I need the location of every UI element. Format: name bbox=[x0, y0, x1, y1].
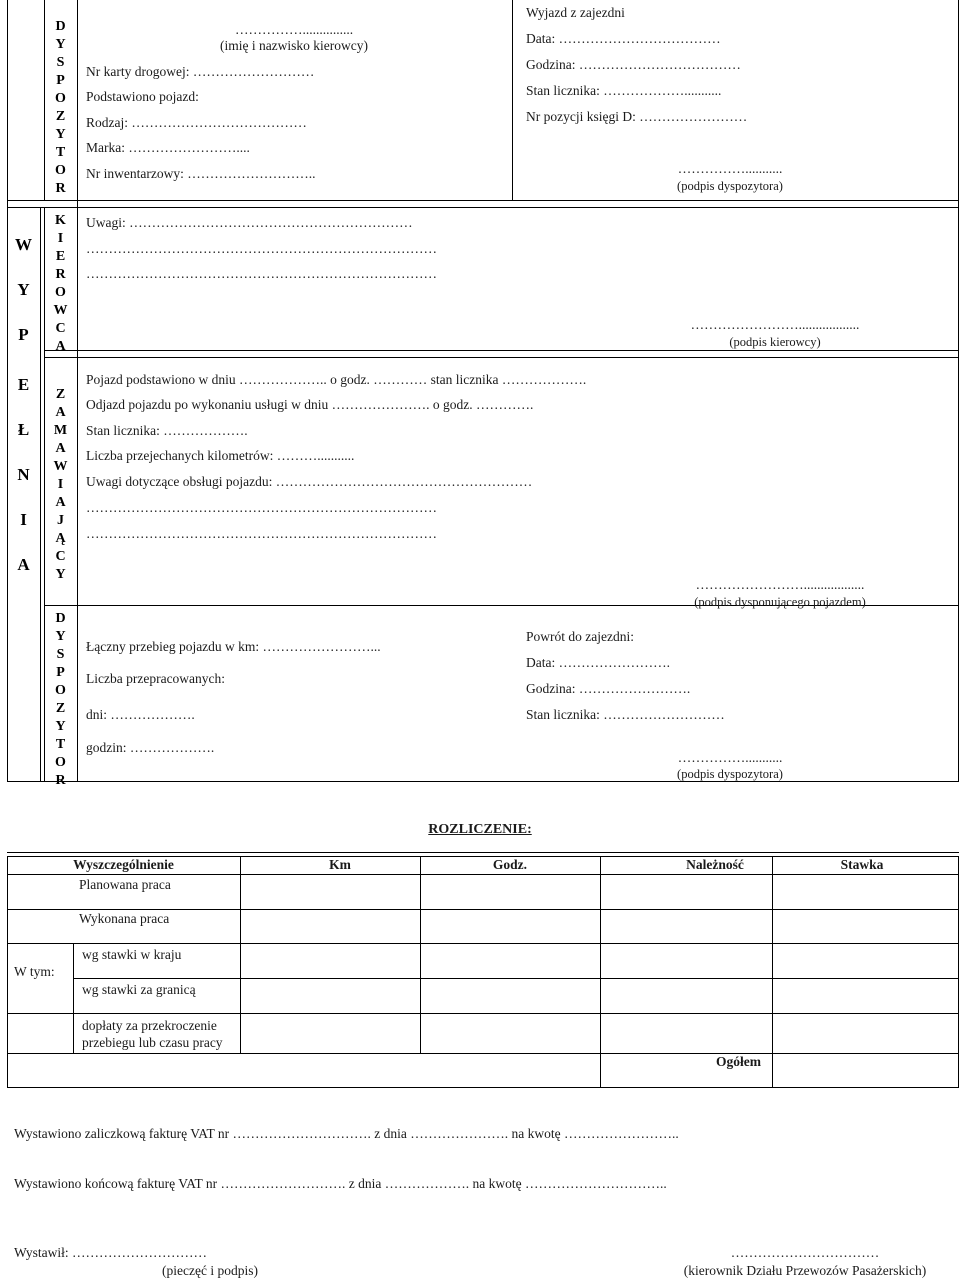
divider bbox=[44, 350, 959, 351]
vertical-label-letter: W bbox=[15, 235, 32, 254]
divider bbox=[73, 943, 74, 1053]
return-sign-dots: ……………........... bbox=[677, 750, 783, 765]
road-card-field: Nr karty drogowej: ……………………… bbox=[86, 64, 315, 79]
vertical-label-letter: Y bbox=[17, 280, 30, 299]
vertical-label-letter: W bbox=[53, 303, 68, 318]
vertical-label-letter: S bbox=[56, 55, 65, 70]
zamawiajacy-label bbox=[44, 386, 77, 584]
orderer-sign-dots: …………………….................. bbox=[695, 577, 865, 592]
divider bbox=[73, 978, 959, 979]
vehicle-departed-field: Odjazd pojazdu po wykonaniu usługi w dniu …………………. o godz. …………. bbox=[86, 397, 534, 412]
divider bbox=[7, 1013, 959, 1014]
col-header-rate: Stawka bbox=[840, 857, 884, 872]
divider bbox=[40, 208, 41, 782]
dyspozytor-label-bottom bbox=[44, 610, 77, 790]
vertical-label-letter: R bbox=[55, 267, 66, 282]
col-header-amount: Należność bbox=[686, 857, 744, 872]
inventory-number-field: Nr inwentarzowy: ……………………….. bbox=[86, 166, 316, 181]
vertical-label-letter: Z bbox=[55, 109, 66, 124]
vertical-label-letter: K bbox=[55, 213, 66, 228]
issuer-stamp-label: (pieczęć i podpis) bbox=[162, 1263, 258, 1278]
vertical-label-letter: A bbox=[55, 339, 66, 354]
total-km-field: Łączny przebieg pojazdu w km: ……………………... bbox=[86, 639, 381, 654]
vertical-label-letter: P bbox=[56, 73, 65, 88]
driver-remarks-line: …………………………………………………………………… bbox=[86, 241, 437, 256]
divider bbox=[7, 207, 959, 208]
divider bbox=[7, 943, 959, 944]
driver-name-label: (imię i nazwisko kierowcy) bbox=[219, 38, 369, 53]
vertical-label-letter: I bbox=[57, 477, 64, 492]
row-of-which: W tym: bbox=[14, 964, 55, 979]
service-remarks-field: Uwagi dotyczące obsługi pojazdu: ………………………………………………… bbox=[86, 474, 533, 489]
vertical-label-letter: P bbox=[18, 325, 29, 344]
driver-remarks-line: …………………………………………………………………… bbox=[86, 266, 437, 281]
vertical-label-letter: I bbox=[57, 231, 64, 246]
vehicle-header: Podstawiono pojazd: bbox=[86, 89, 199, 104]
wyp-label bbox=[7, 222, 40, 357]
vertical-label-letter: Y bbox=[55, 37, 66, 52]
vertical-label-letter: Z bbox=[55, 701, 66, 716]
vertical-label-letter: E bbox=[55, 249, 66, 264]
divider bbox=[44, 357, 959, 358]
depart-header: Wyjazd z zajezdni bbox=[526, 5, 625, 20]
depart-date-field: Data: ……………………………… bbox=[526, 31, 721, 46]
hours-field: godzin: ………………. bbox=[86, 740, 215, 755]
service-remarks-line: …………………………………………………………………… bbox=[86, 500, 437, 515]
return-date-field: Data: ……………………. bbox=[526, 655, 670, 670]
vertical-label-letter: E bbox=[17, 375, 30, 394]
service-remarks-line: …………………………………………………………………… bbox=[86, 526, 437, 541]
worked-label: Liczba przepracowanych: bbox=[86, 671, 226, 686]
col-header-description: Wyszczególnienie bbox=[73, 857, 174, 872]
vertical-label-letter: W bbox=[53, 459, 68, 474]
vertical-label-letter: D bbox=[55, 611, 66, 626]
vertical-label-letter: J bbox=[57, 513, 64, 528]
dispatcher-sign-dots: ……………........... bbox=[677, 161, 783, 176]
vertical-label-letter: O bbox=[55, 285, 66, 300]
return-header: Powrót do zajezdni: bbox=[526, 629, 634, 644]
vehicle-type-field: Rodzaj: ………………………………… bbox=[86, 115, 307, 130]
manager-sign-dots: …………………………… bbox=[730, 1245, 880, 1260]
divider bbox=[77, 0, 78, 782]
dispatcher-sign-label: (podpis dyspozytora) bbox=[677, 179, 783, 193]
divider bbox=[512, 0, 513, 200]
vertical-label-letter: D bbox=[55, 19, 66, 34]
vertical-label-letter: Z bbox=[55, 387, 66, 402]
enia-label bbox=[7, 362, 40, 587]
vertical-label-letter: Y bbox=[55, 127, 66, 142]
row-domestic-rate: wg stawki w kraju bbox=[82, 947, 182, 962]
vertical-label-letter: R bbox=[55, 181, 66, 196]
vertical-label-letter: Ą bbox=[55, 531, 66, 546]
final-invoice-field: Wystawiono końcową fakturę VAT nr ………………………. z dnia ………………. na kwotę ………………………….. bbox=[14, 1176, 667, 1191]
row-extra-charges: dopłaty za przekroczenie przebiegu lub czasu pracy bbox=[82, 1018, 223, 1050]
col-header-km: Km bbox=[329, 857, 351, 872]
divider bbox=[600, 856, 601, 1088]
vertical-label-letter: O bbox=[55, 163, 66, 178]
vertical-label-letter: R bbox=[55, 773, 66, 788]
vehicle-provided-field: Pojazd podstawiono w dniu ……………….. o godz. ………… stan licznika ………………. bbox=[86, 372, 587, 387]
kierowca-label bbox=[44, 212, 77, 356]
orderer-sign-label: (podpis dysponującego pojazdem) bbox=[694, 595, 866, 609]
ledger-position-field: Nr pozycji księgi D: …………………… bbox=[526, 109, 748, 124]
vertical-label-letter: S bbox=[56, 647, 65, 662]
driver-sign-label: (podpis kierowcy) bbox=[729, 335, 821, 349]
row-done-work: Wykonana praca bbox=[79, 911, 170, 926]
depart-hour-field: Godzina: ……………………………… bbox=[526, 57, 741, 72]
vertical-label-letter: T bbox=[55, 737, 66, 752]
divider bbox=[7, 852, 959, 853]
row-abroad-rate: wg stawki za granicą bbox=[82, 982, 196, 997]
divider bbox=[772, 856, 773, 1088]
km-driven-field: Liczba przejechanych kilometrów: ………........... bbox=[86, 448, 355, 463]
return-sign-label: (podpis dyspozytora) bbox=[677, 767, 783, 781]
vertical-label-letter: Y bbox=[55, 629, 66, 644]
vertical-label-letter: C bbox=[55, 321, 66, 336]
driver-remarks-field: Uwagi: ……………………………………………………… bbox=[86, 215, 413, 230]
vertical-label-letter: Ł bbox=[17, 420, 30, 439]
vertical-label-letter: A bbox=[17, 555, 30, 574]
vertical-label-letter: O bbox=[55, 683, 66, 698]
dyspozytor-label-top bbox=[44, 18, 77, 198]
driver-sign-dots: …………………….................. bbox=[690, 317, 860, 332]
vertical-label-letter: I bbox=[20, 510, 27, 529]
divider bbox=[7, 909, 959, 910]
vertical-label-letter: P bbox=[56, 665, 65, 680]
vertical-label-letter: M bbox=[53, 423, 68, 438]
vertical-label-letter: C bbox=[55, 549, 66, 564]
vertical-label-letter: Y bbox=[55, 567, 66, 582]
vehicle-brand-field: Marka: …………………….... bbox=[86, 140, 250, 155]
divider bbox=[7, 874, 959, 875]
return-hour-field: Godzina: ……………………. bbox=[526, 681, 691, 696]
meter-field: Stan licznika: ………………. bbox=[86, 423, 248, 438]
vertical-label-letter: A bbox=[55, 405, 66, 420]
divider bbox=[420, 856, 421, 1054]
return-meter-field: Stan licznika: ……………………… bbox=[526, 707, 725, 722]
depart-meter-field: Stan licznika: ………………........... bbox=[526, 83, 722, 98]
vertical-label-letter: O bbox=[55, 755, 66, 770]
vertical-label-letter: A bbox=[55, 495, 66, 510]
manager-sign-label: (kierownik Działu Przewozów Pasażerskich) bbox=[683, 1263, 927, 1278]
row-total: Ogółem bbox=[716, 1054, 761, 1069]
driver-name-dots: ……………............... bbox=[234, 22, 354, 37]
vertical-label-letter: A bbox=[55, 441, 66, 456]
divider bbox=[7, 200, 959, 201]
divider bbox=[7, 1053, 959, 1054]
vertical-label-letter: N bbox=[17, 465, 30, 484]
advance-invoice-field: Wystawiono zaliczkową fakturę VAT nr …………………………. z dnia …………………. na kwotę …………………….. bbox=[14, 1126, 679, 1141]
col-header-hours: Godz. bbox=[492, 857, 528, 872]
vertical-label-letter: T bbox=[55, 145, 66, 160]
issued-by-field: Wystawił: ………………………… bbox=[14, 1245, 208, 1260]
settlement-title: ROZLICZENIE: bbox=[428, 822, 532, 837]
row-planned-work: Planowana praca bbox=[79, 877, 171, 892]
vertical-label-letter: O bbox=[55, 91, 66, 106]
days-field: dni: ………………. bbox=[86, 707, 195, 722]
vertical-label-letter: Y bbox=[55, 719, 66, 734]
